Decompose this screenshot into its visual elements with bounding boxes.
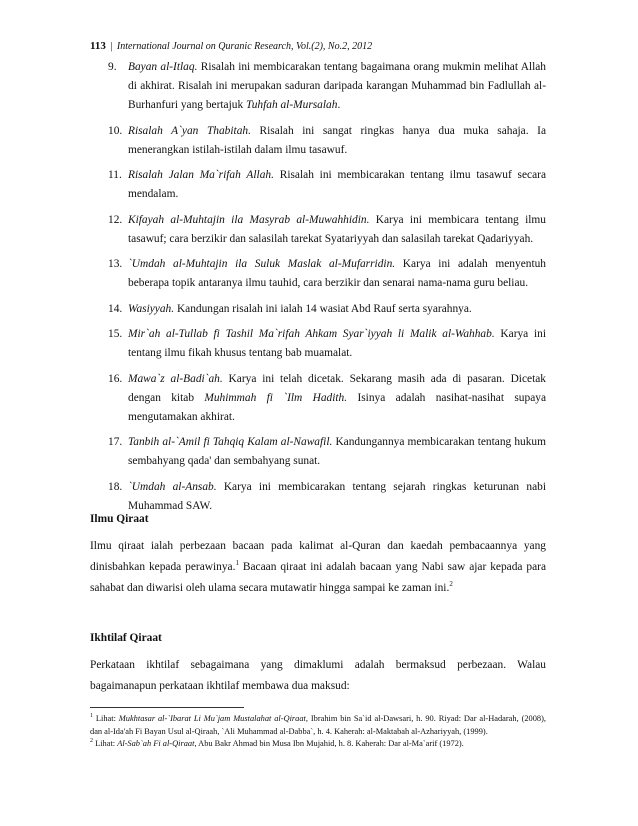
journal-name: International Journal on Quranic Research, Vol.(2), No.2, 2012 — [116, 41, 373, 52]
footnote-text: Lihat: — [93, 739, 118, 748]
footnote-number: 1 — [90, 713, 93, 720]
item-number: 13. — [108, 258, 123, 270]
footnote-ref-2[interactable]: 2 — [449, 580, 453, 589]
item-number: 18. — [108, 480, 123, 493]
item-text-2: Isinya adalah nasihat-nasihat supaya mengutamakan akhirat. — [128, 391, 547, 423]
footnote-text: Lihat: — [93, 714, 119, 723]
item-title: Kifayah al-Muhtajin ila Masyrab al-Muwahhidin. — [128, 213, 370, 226]
footnote-number: 2 — [90, 738, 93, 745]
item-title: Bayan al-Itlaq. — [128, 61, 198, 73]
running-header — [90, 40, 372, 52]
list-item — [90, 433, 546, 471]
item-number: 16. — [108, 372, 123, 385]
item-text: Karya ini membicarakan tentang sejarah ringkas keturunan nabi Muhammad SAW. — [128, 480, 546, 512]
page-number: 113 — [90, 40, 106, 52]
section-heading-ikhtilaf-qiraat: Ikhtilaf Qiraat — [90, 632, 162, 644]
item-title-2: Muhimmah fi `Ilm Hadith. — [204, 391, 348, 404]
list-item — [90, 122, 546, 160]
header-separator: | — [110, 41, 113, 52]
paragraph-text: Ilmu qiraat ialah perbezaan bacaan pada kalimat al-Quran dan kaedah pembacaannya yang dinisbahkan kepada perawinya. — [90, 540, 546, 573]
item-text: Kandungan risalah ini ialah 14 wasiat Abd Rauf serta syarahnya. — [174, 302, 472, 315]
paragraph-ilmu-qiraat — [90, 536, 546, 599]
item-title: Risalah A`yan Thabitah. — [128, 124, 251, 137]
item-title: Risalah Jalan Ma`rifah Allah. — [128, 169, 274, 181]
list-item — [90, 58, 546, 115]
item-text: Karya ini telah dicetak. Sekarang masih ada di pasaran. Dicetak dengan kitab — [128, 372, 546, 404]
item-number: 12. — [108, 213, 123, 226]
item-number: 11. — [108, 169, 122, 181]
item-text: Karya ini membicara tentang ilmu tasawuf; cara berzikir dan salasilah tarekat Syatariyyah dan salasilah tarekat Qadariyyah. — [128, 213, 546, 245]
item-text: Kandungannya membicarakan tentang hukum sembahyang qada' dan sembahyang sunat. — [128, 436, 546, 467]
item-title: Mawa`z al-Badi`ah. — [128, 372, 223, 385]
item-title: `Umdah al-Muhtajin ila Suluk Maslak al-Mufarridin. — [128, 258, 396, 270]
section-heading-ilmu-qiraat: Ilmu Qiraat — [90, 513, 149, 525]
list-item — [90, 325, 546, 363]
item-title: `Umdah al-Ansab. — [128, 480, 217, 493]
list-item — [90, 300, 546, 319]
works-list — [90, 58, 546, 522]
footnote-title: Al-Sab`ah Fi al-Qiraat — [117, 739, 195, 748]
item-text: Risalah ini membicarakan tentang bagaimana orang mukmin melihat Allah di akhirat. Risalah ini merupakan saduran daripada karangan Muhammad bin Fadlullah al-Burhanfuri yang bertajuk — [128, 61, 546, 111]
item-number: 15. — [108, 328, 123, 340]
list-item — [90, 166, 546, 204]
footnote-title: Mukhtasar al-`Ibarat Li Mu`jam Mustalahat al-Qiraat — [118, 714, 306, 723]
item-number: 17. — [108, 436, 123, 448]
footnote — [90, 713, 546, 738]
list-item — [90, 211, 546, 249]
item-title: Mir`ah al-Tullab fi Tashil Ma`rifah Ahkam Syar`iyyah li Malik al-Wahhab. — [128, 328, 495, 340]
list-item — [90, 478, 546, 516]
item-number: 9. — [108, 61, 117, 73]
item-number: 10. — [108, 124, 123, 137]
item-text: Risalah ini membicarakan tentang ilmu tasawuf secara mendalam. — [128, 169, 546, 200]
footnote-ref-1[interactable]: 1 — [235, 559, 239, 568]
list-item — [90, 255, 546, 293]
item-text: Karya ini tentang ilmu fikah khusus tentang bab muamalat. — [128, 328, 546, 359]
item-text: Risalah ini sangat ringkas hanya dua muka sahaja. Ia menerangkan istilah-istilah dalam ilmu tasawuf. — [128, 124, 547, 156]
item-title: Wasiyyah. — [128, 302, 175, 315]
footnote-text: , Abu Bakr Ahmad bin Musa Ibn Mujahid, h. 8. Kaherah: Dar al-Ma`arif (1972). — [194, 739, 464, 748]
paragraph-text: Bacaan qiraat ini adalah bacaan yang Nabi saw ajar kepada para sahabat dan diwarisi oleh ulama secara mutawatir hingga sampai ke zaman ini. — [90, 561, 546, 594]
item-text: Karya ini adalah menyentuh beberapa topik antaranya ilmu tauhid, cara berzikir dan senarai nama-nama guru beliau. — [128, 258, 547, 289]
paragraph-ikhtilaf-qiraat: Perkataan ikhtilaf sebagaimana yang dimaklumi adalah bermaksud perbezaan. Walau bagaimanapun perkataan ikhtilaf membawa dua maksud: — [90, 659, 546, 692]
footnote-divider — [90, 707, 244, 708]
footnote — [90, 738, 546, 751]
footnote-text: , Ibrahim bin Sa`id al-Dawsari, h. 90. Riyad: Dar al-Hadarah, (2008), dan al-Ida'ah Fi Bayan Usul al-Qiraah, `Ali Muhammad al-Dabba`, h. 4. Kaherah: al-Maktabah al-Azhariyyah, (1999). — [90, 714, 546, 736]
list-item — [90, 370, 546, 427]
item-title: Tanbih al-`Amil fi Tahqiq Kalam al-Nawafil. — [128, 436, 333, 448]
item-number: 14. — [108, 302, 123, 315]
item-text-2: . — [337, 99, 341, 111]
footnotes — [90, 713, 546, 751]
item-title-2: Tuhfah al-Mursalah — [245, 99, 338, 111]
